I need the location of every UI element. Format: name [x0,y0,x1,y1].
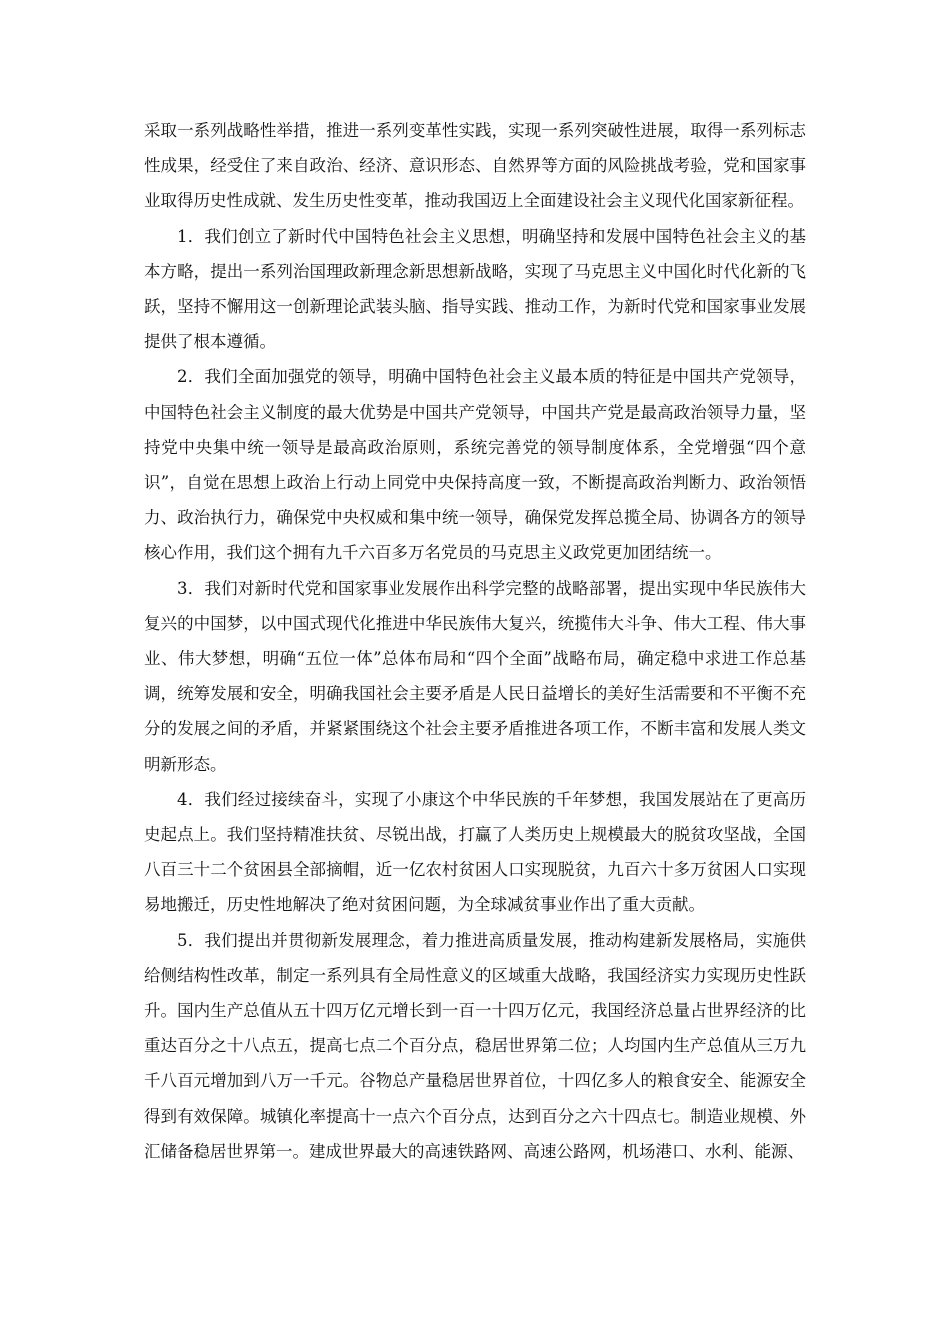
paragraph-item-1: 1．我们创立了新时代中国特色社会主义思想，明确坚持和发展中国特色社会主义的基本方略，提出一系列治国理政新理念新思想新战略，实现了马克思主义中国化时代化新的飞跃，坚持不懈用这一创新理论武装头脑、指导实践、推动工作，为新时代党和国家事业发展提供了根本遵循。 [144,226,806,352]
document-body [144,113,806,1169]
paragraph-continuation: 采取一系列战略性举措，推进一系列变革性实践，实现一系列突破性进展，取得一系列标志性成果，经受住了来自政治、经济、意识形态、自然界等方面的风险挑战考验，党和国家事业取得历史性成就、发生历史性变革，推动我国迈上全面建设社会主义现代化国家新征程。 [144,121,806,211]
paragraph-item-4: 4．我们经过接续奋斗，实现了小康这个中华民族的千年梦想，我国发展站在了更高历史起点上。我们坚持精准扶贫、尽锐出战，打赢了人类历史上规模最大的脱贫攻坚战，全国八百三十二个贫困县全部摘帽，近一亿农村贫困人口实现脱贫，九百六十多万贫困人口实现易地搬迁，历史性地解决了绝对贫困问题，为全球减贫事业作出了重大贡献。 [144,789,806,915]
paragraph-item-2: 2．我们全面加强党的领导，明确中国特色社会主义最本质的特征是中国共产党领导，中国特色社会主义制度的最大优势是中国共产党领导，中国共产党是最高政治领导力量，坚持党中央集中统一领导是最高政治原则，系统完善党的领导制度体系，全党增强“四个意识”，自觉在思想上政治上行动上同党中央保持高度一致，不断提高政治判断力、政治领悟力、政治执行力，确保党中央权威和集中统一领导，确保党发挥总揽全局、协调各方的领导核心作用，我们这个拥有九千六百多万名党员的马克思主义政党更加团结统一。 [144,367,806,563]
paragraph-item-5: 5．我们提出并贯彻新发展理念，着力推进高质量发展，推动构建新发展格局，实施供给侧结构性改革，制定一系列具有全局性意义的区域重大战略，我国经济实力实现历史性跃升。国内生产总值从五十四万亿元增长到一百一十四万亿元，我国经济总量占世界经济的比重达百分之十八点五，提高七点二个百分点，稳居世界第二位；人均国内生产总值从三万九千八百元增加到八万一千元。谷物总产量稳居世界首位，十四亿多人的粮食安全、能源安全得到有效保障。城镇化率提高十一点六个百分点，达到百分之六十四点七。制造业规模、外汇储备稳居世界第一。建成世界最大的高速铁路网、高速公路网，机场港口、水利、能源、 [144,930,806,1161]
paragraph-item-3: 3．我们对新时代党和国家事业发展作出科学完整的战略部署，提出实现中华民族伟大复兴的中国梦，以中国式现代化推进中华民族伟大复兴，统揽伟大斗争、伟大工程、伟大事业、伟大梦想，明确“五位一体”总体布局和“四个全面”战略布局，确定稳中求进工作总基调，统筹发展和安全，明确我国社会主要矛盾是人民日益增长的美好生活需要和不平衡不充分的发展之间的矛盾，并紧紧围绕这个社会主要矛盾推进各项工作，不断丰富和发展人类文明新形态。 [144,578,806,774]
